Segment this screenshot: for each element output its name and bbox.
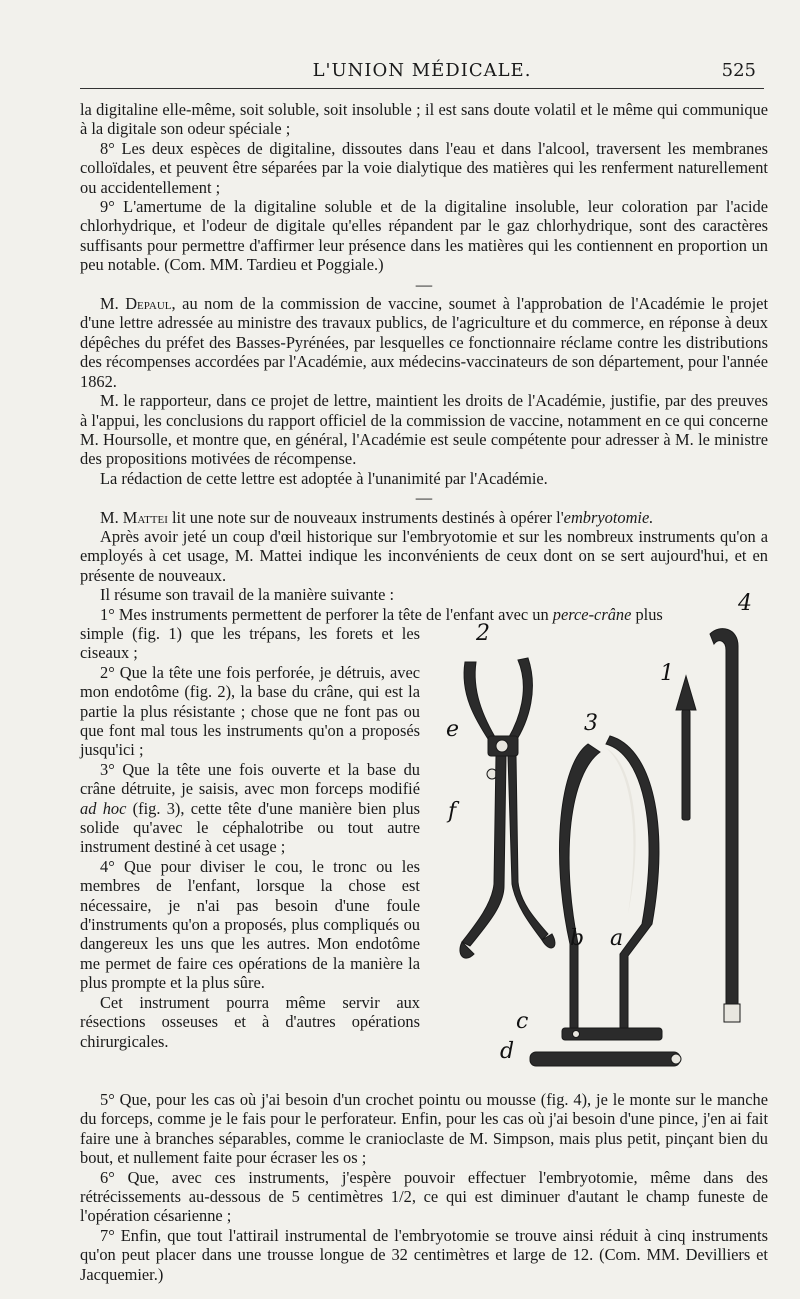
ad-hoc-term: ad hoc	[80, 798, 127, 818]
section-separator: —	[415, 274, 433, 294]
paragraph-point-1	[80, 605, 768, 624]
article-body	[80, 100, 768, 1284]
paragraph-point-4: 4° Que pour diviser le cou, le tronc ou les membres de l'enfant, lorsque la chose est nécessaire, je n'ai pas besoin d'une foule d'instruments qu'on a proposés, plus compliqués ou dangereux les uns que les autres. Mon endotôme me permet de faire ces opérations de la manière la plus prompte et la plus sûre.	[80, 856, 420, 993]
figure-label-2: 2	[476, 620, 490, 646]
figure-label-3: 3	[584, 710, 598, 736]
paragraph-rapporteur: M. le rapporteur, dans ce projet de lettre, maintient les droits de l'Académie, justifie, par des preuves à l'appui, les conclusions du rapport officiel de la commission de vaccine, notamment en ce qui concerne M. Hoursolle, et montre que, en général, l'Académie est seule compétente pour adresser à M. le ministre des propositions motivées de récompense.	[80, 391, 768, 469]
figure-label-e: e	[446, 716, 460, 742]
figure-label-f: f	[448, 798, 457, 824]
paragraph-digitaline-8: 8° Les deux espèces de digitaline, dissoutes dans l'eau et dans l'alcool, traversent les membranes colloïdales, et peuvent être séparées par la voie dialytique des matières qui les renferment naturellement ou accidentellement ;	[80, 138, 768, 197]
paragraph-mattei-text: lit une note sur de nouveaux instruments destinés à opérer l'	[167, 507, 564, 527]
figure-label-d: d	[500, 1038, 515, 1064]
paragraph-digitaline-1: la digitaline elle-même, soit soluble, soit insoluble ; il est sans doute volatil et le même qui communique à la digitale son odeur spéciale ;	[80, 100, 768, 139]
paragraph-historique: Après avoir jeté un coup d'œil historique sur l'embryotomie et sur les nombreux instruments qu'on a employés à cet usage, M. Mattei indique les inconvénients de ceux dont on se sert aujourd'hui, et en présente de nouveaux.	[80, 526, 768, 585]
wrapped-text-column	[80, 624, 420, 1090]
speaker-depaul: M. Depaul,	[100, 294, 176, 314]
paragraph-resections: Cet instrument pourra même servir aux résections osseuses et à d'autres opérations chirurgicales.	[80, 992, 420, 1051]
paragraph-digitaline-9: 9° L'amertume de la digitaline soluble et de la digitaline insoluble, leur coloration par l'acide chlorhydrique, et l'odeur de digitale qu'elles répandent par le gaz chlorhydrique, sont des caractères suffisants pour permettre d'affirmer leur présence dans les matières qui les contiennent en proportion un peu notable. (Com. MM. Tardieu et Poggiale.)	[80, 197, 768, 275]
paragraph-point-7: 7° Enfin, que tout l'attirail instrumental de l'embryotomie se trouve ainsi réduit à cinq instruments qu'on peut placer dans une trousse longue de 32 centimètres et large de 12. (Com. MM. Devilliers et Jacquemier.)	[80, 1225, 768, 1284]
point-3-text: 3° Que la tête une fois ouverte et la base du crâne détruite, je saisis, avec mon forceps modifié	[80, 759, 420, 799]
paragraph-mattei	[80, 508, 768, 527]
handle-instrument	[530, 1052, 681, 1066]
paragraph-adoption: La rédaction de cette lettre est adoptée à l'unanimité par l'Académie.	[100, 468, 548, 488]
speaker-mattei: M. Mattei	[100, 507, 168, 527]
paragraph-point-2: 2° Que la tête une fois perforée, je détruis, avec mon endotôme (fig. 2), la base du crâne, qui est la partie la plus résistante ; chose que ne font pas ou que font mal tous les instruments qu'on a proposés jusqu'ici ;	[80, 662, 420, 760]
point-3-text-end: (fig. 3), cette tête d'une manière bien plus solide qu'avec le céphalotribe ou tout autre instrument destiné à cet usage ;	[80, 798, 420, 857]
paragraph-depaul	[80, 294, 768, 391]
paragraph-point-1-cont: simple (fig. 1) que les trépans, les forets et les ciseaux ;	[80, 623, 420, 663]
figure-label-4: 4	[738, 590, 752, 616]
page-number: 525	[721, 60, 756, 81]
paragraph-depaul-text: au nom de la commission de vaccine, soumet à l'approbation de l'Académie le projet d'une lettre adressée au ministre des travaux publics, de l'agriculture et du commerce, en réponse à deux dépêches du préfet des Basses-Pyrénées, par lesquelles ce fonctionnaire réclame contre les distributions des récompenses accordées par l'Académie, aux médecins-vaccinateurs de son département, pour l'année 1862.	[80, 294, 768, 391]
hook-instrument	[710, 629, 740, 1022]
running-title: L'UNION MÉDICALE.	[312, 60, 532, 81]
figure-label-b: b	[570, 925, 585, 951]
figure-label-a: a	[610, 925, 624, 951]
point-1-text-end: plus	[631, 604, 663, 624]
point-1-text: 1° Mes instruments permettent de perforer la tête de l'enfant avec un	[100, 604, 553, 624]
embryotomie-term: embryotomie.	[563, 507, 654, 527]
perforator-instrument	[676, 676, 696, 820]
paragraph-resume: Il résume son travail de la manière suivante :	[100, 585, 395, 605]
paragraph-point-3	[80, 760, 420, 857]
figure-label-c: c	[516, 1008, 529, 1034]
paragraph-point-6: 6° Que, avec ces instruments, j'espère pouvoir effectuer l'embryotomie, même dans des rétrécissements au-dessous de 5 centimètres 1/2, ce qui est diminuer d'autant le champ funeste de l'opération césarienne ;	[80, 1167, 768, 1226]
instruments-engraving	[420, 620, 768, 1090]
figure-label-1: 1	[660, 660, 674, 686]
perce-crane-term: perce-crâne	[552, 604, 632, 624]
endotome-instrument	[460, 658, 555, 958]
paragraph-point-5: 5° Que, pour les cas où j'ai besoin d'un crochet pointu ou mousse (fig. 4), je le monte sur le manche du forceps, comme je le fais pour le perforateur. Enfin, pour les cas où j'ai besoin d'une pince, j'en ai fait faire une à branches séparables, comme le cranioclaste de M. Simpson, mais plus petit, pinçant bien du bout, et nullement faite pour écraser les os ;	[80, 1089, 768, 1168]
forceps-instrument	[560, 736, 662, 1040]
running-head	[80, 58, 764, 89]
section-separator: —	[415, 488, 433, 508]
